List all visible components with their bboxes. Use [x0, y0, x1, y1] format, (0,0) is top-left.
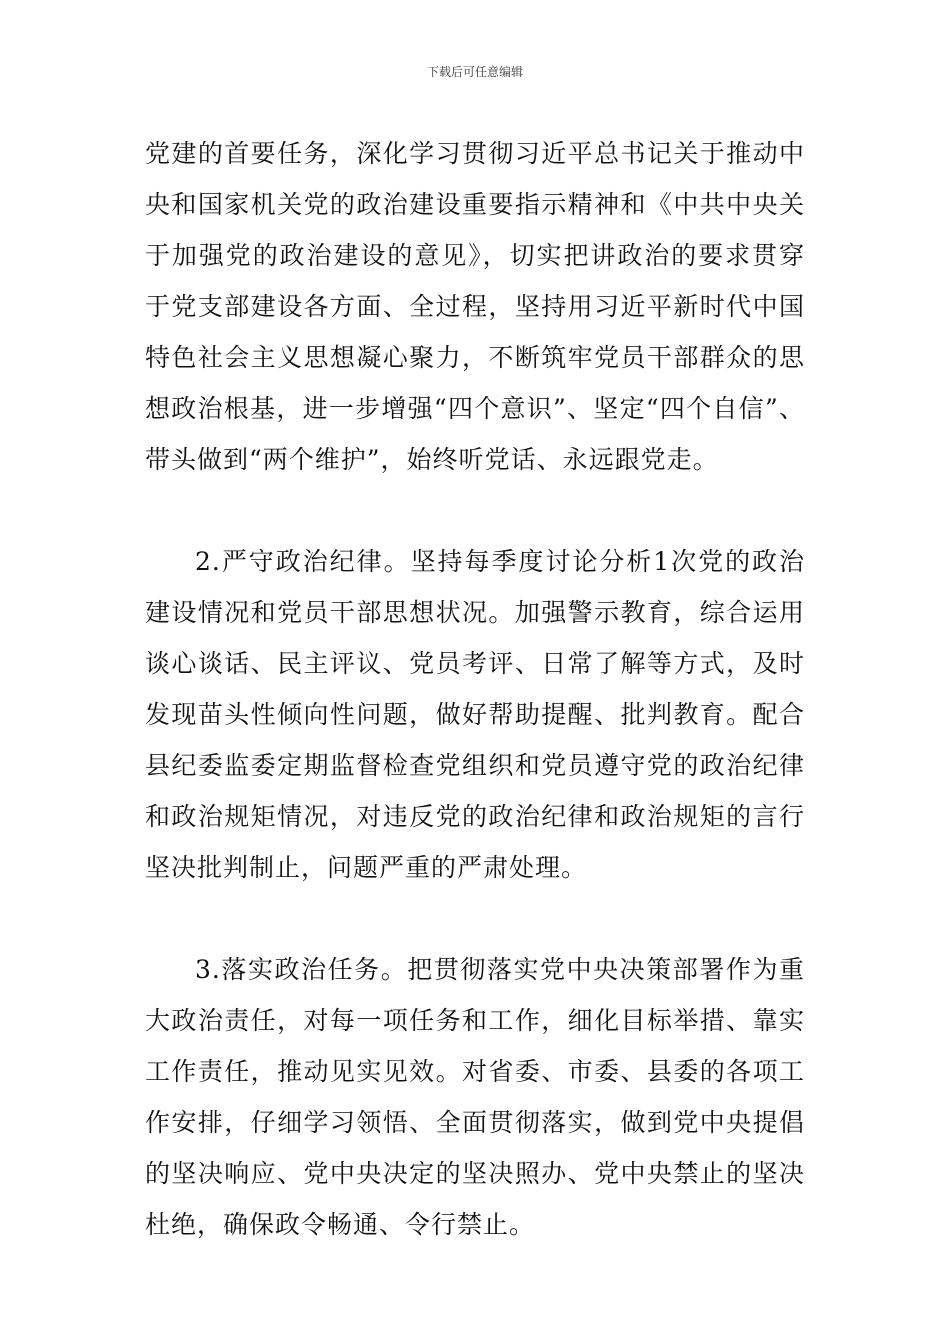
document-body	[145, 128, 805, 1250]
page-header: 下载后可任意编辑	[426, 65, 523, 79]
paragraph-political-discipline: 2.严守政治纪律。坚持每季度讨论分析1次党的政治建设情况和党员干部思想状况。加强警示教育，综合运用谈心谈话、民主评议、党员考评、日常了解等方式，及时发现苗头性倾向性问题，做好帮助提醒、批判教育。配合县纪委监委定期监督检查党组织和党员遵守党的政治纪律和政治规矩情况，对违反党的政治纪律和政治规矩的言行坚决批判制止，问题严重的严肃处理。	[145, 547, 805, 882]
paragraph-political-tasks: 3.落实政治任务。把贯彻落实党中央决策部署作为重大政治责任，对每一项任务和工作，细化目标举措、靠实工作责任，推动见实见效。对省委、市委、县委的各项工作安排，仔细学习领悟、全面贯彻落实，做到党中央提倡的坚决响应、党中央决定的坚决照办、党中央禁止的坚决杜绝，确保政令畅通、令行禁止。	[145, 955, 805, 1239]
paragraph-continuation: 党建的首要任务，深化学习贯彻习近平总书记关于推动中央和国家机关党的政治建设重要指示精神和《中共中央关于加强党的政治建设的意见》，切实把讲政治的要求贯穿于党支部建设各方面、全过程，坚持用习近平新时代中国特色社会主义思想凝心聚力，不断筑牢党员干部群众的思想政治根基，进一步增强“四个意识”、坚定“四个自信”、带头做到“两个维护”，始终听党话、永远跟党走。	[145, 139, 805, 474]
